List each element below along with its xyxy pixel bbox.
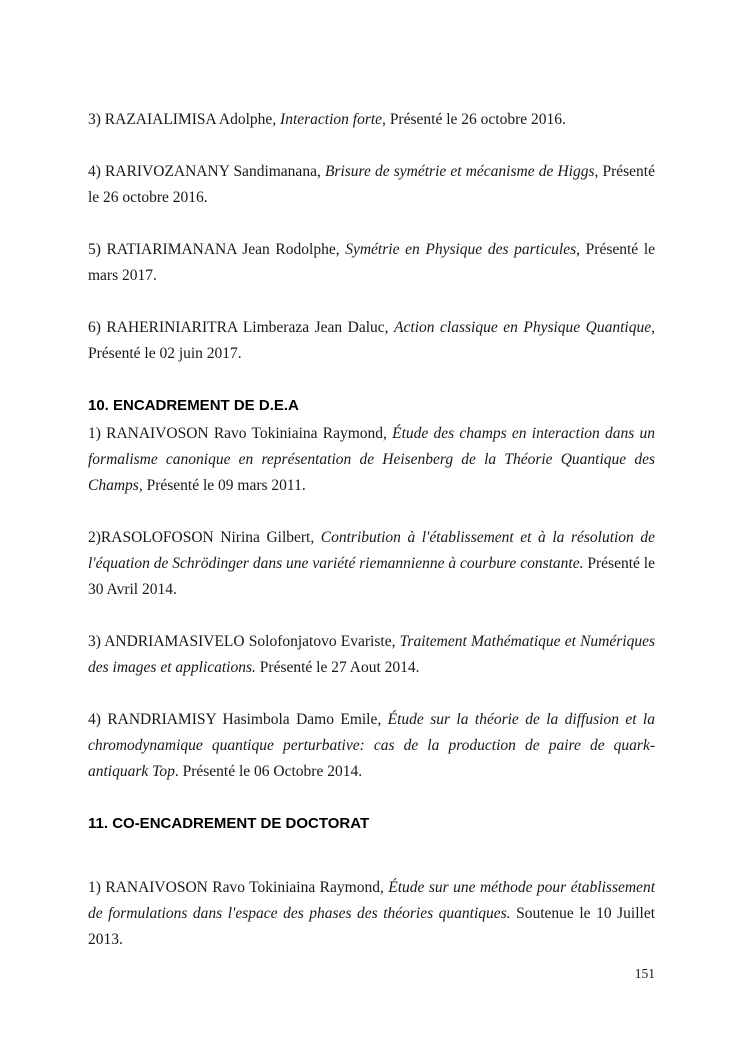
entry-date: Présenté le 30 Avril 2014.	[88, 555, 655, 598]
entry-author: 4) RANDRIAMISY Hasimbola Damo Emile,	[88, 711, 388, 728]
entry-date: Présenté le 26 octobre 2016.	[385, 111, 566, 128]
entry-title: Étude sur la théorie de la diffusion et la chromodynamique quantique perturbative: cas de la production de paire de quark-antiquark Top	[88, 711, 655, 780]
entry-author: 4) RARIVOZANANY Sandimanana,	[88, 163, 325, 180]
entry-author: 5) RATIARIMANANA Jean Rodolphe,	[88, 241, 346, 258]
entry-author: 1) RANAIVOSON Ravo Tokiniaina Raymond,	[88, 425, 393, 442]
entry-date: , Présenté le 09 mars 2011.	[138, 477, 306, 494]
memoire-entry-6	[88, 315, 655, 367]
dea-entry-3	[88, 629, 655, 681]
dea-entry-4	[88, 707, 655, 785]
entry-date: Présenté le 02 juin 2017.	[88, 345, 242, 362]
entry-author: 2)RASOLOFOSON Nirina Gilbert	[88, 529, 311, 546]
entry-title: Étude des champs en interaction dans un formalisme canonique en représentation de Heisenberg de la Théorie Quantique des Champs	[88, 425, 655, 494]
entry-date: , Présenté le mars 2017.	[88, 241, 656, 284]
entry-title: Action classique en Physique Quantique,	[394, 319, 655, 336]
entry-author: 6) RAHERINIARITRA Limberaza Jean Daluc,	[88, 319, 395, 336]
entry-date: , Présenté le 26 octobre 2016.	[88, 163, 655, 206]
entry-title: Brisure de symétrie et mécanisme de Higgs	[324, 163, 595, 180]
page-number: 151	[634, 966, 655, 981]
entry-title: , Contribution à l'établissement et à la résolution de l'équation de Schrödinger dans une variété riemannienne à courbure constante.	[88, 529, 655, 572]
dea-entry-1	[88, 421, 655, 499]
section-heading-coencadrement-doctorat: 11. CO-ENCADREMENT DE DOCTORAT	[88, 815, 370, 832]
memoire-entry-4	[88, 159, 655, 211]
entry-author: 3) ANDRIAMASIVELO Solofonjatovo Evariste,	[88, 633, 400, 650]
entry-date: Soutenue le 10 Juillet 2013.	[88, 905, 655, 948]
entry-title: Interaction forte,	[280, 111, 386, 128]
entry-title: Symétrie en Physique des particules	[345, 241, 577, 258]
entry-author: 1) RANAIVOSON Ravo Tokiniaina Raymond,	[88, 879, 389, 896]
doctorat-entry-1	[88, 875, 655, 953]
entry-date: . Présenté le 06 Octobre 2014.	[174, 763, 363, 780]
dea-entry-2	[88, 525, 655, 603]
entry-author: 3) RAZAIALIMISA Adolphe,	[88, 111, 281, 128]
entry-date: Présenté le 27 Aout 2014.	[255, 659, 420, 676]
memoire-entry-5	[88, 237, 655, 289]
entry-title: Traitement Mathématique et Numériques des images et applications.	[88, 633, 655, 676]
entry-title: Étude sur une méthode pour établissement de formulations dans l'espace des phases des théories quantiques.	[88, 879, 655, 922]
memoire-entry-3	[88, 107, 655, 133]
section-heading-encadrement-dea: 10. ENCADREMENT DE D.E.A	[88, 397, 299, 414]
